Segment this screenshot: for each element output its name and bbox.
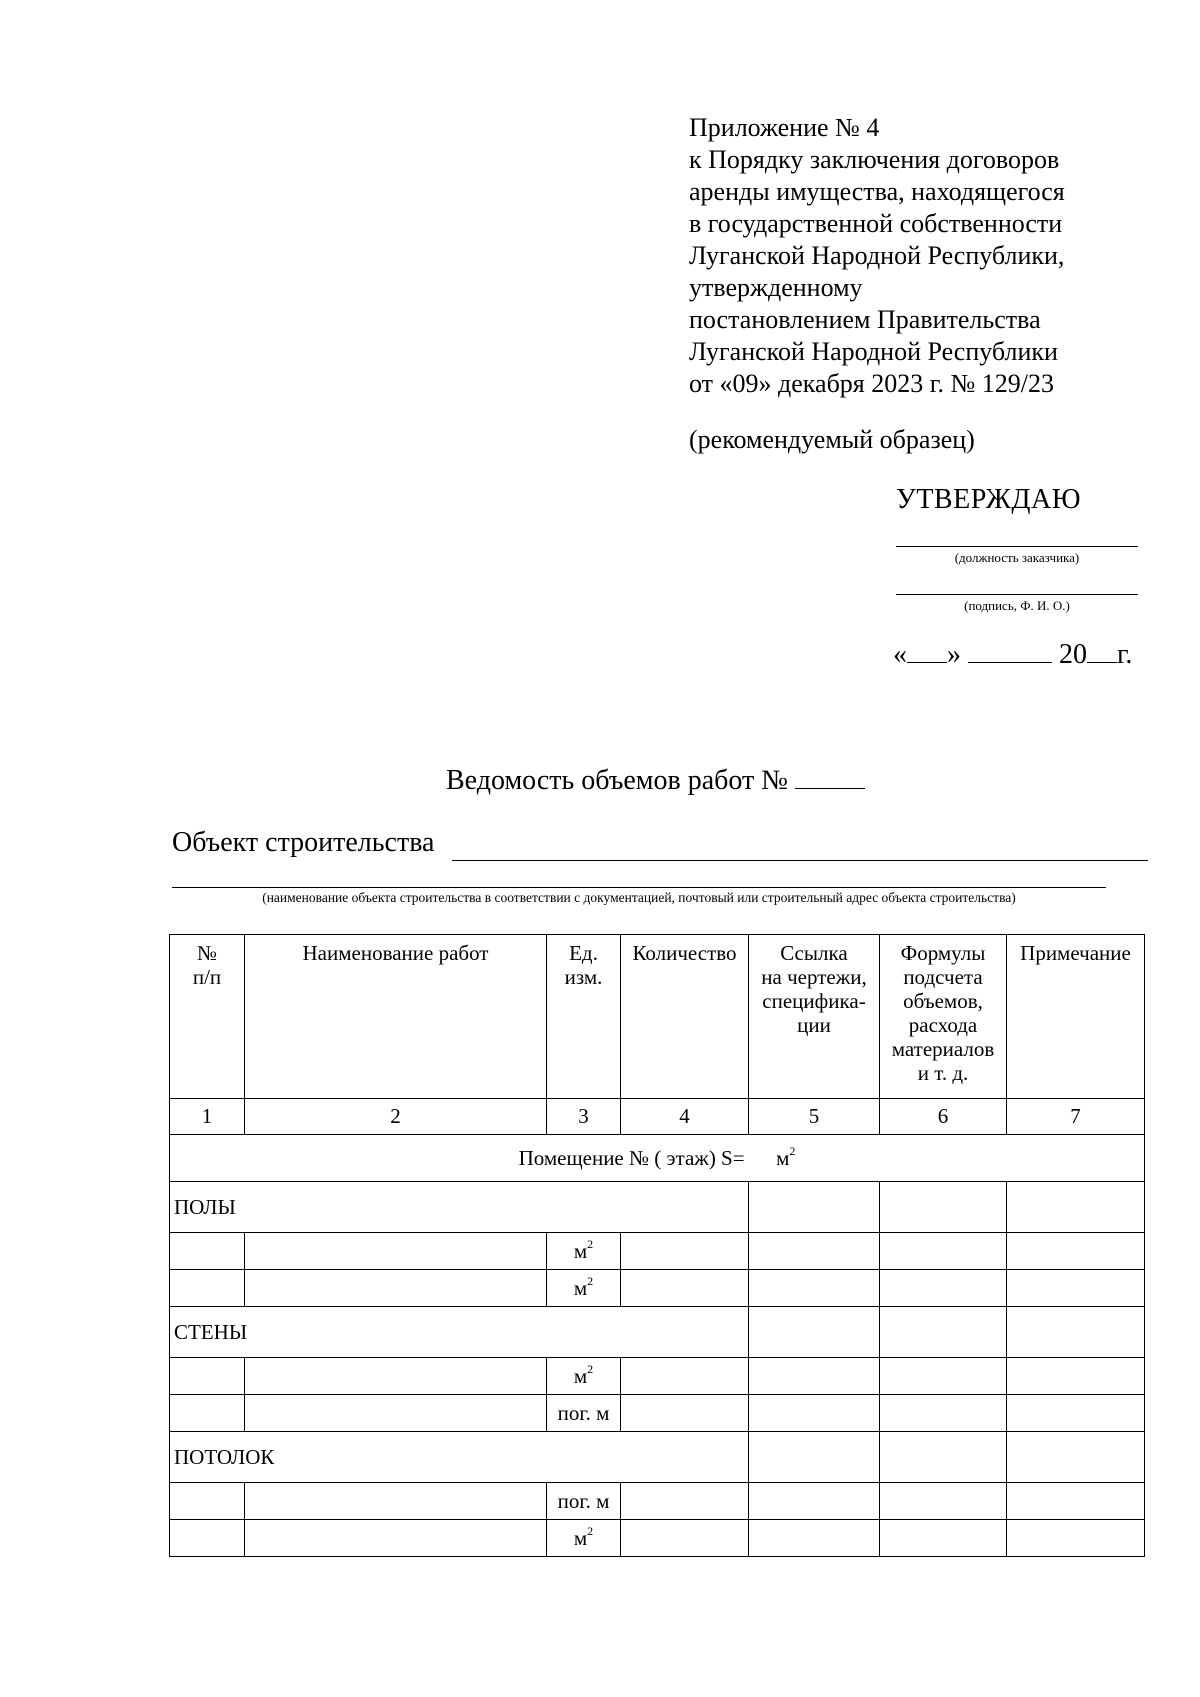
appendix-line: аренды имущества, находящегося [689,177,1065,206]
column-number: 2 [245,1099,547,1135]
table-cell[interactable] [1007,1432,1145,1483]
table-cell[interactable] [1007,1483,1145,1520]
date-quote-close: » [947,639,961,670]
table-cell[interactable] [880,1270,1007,1307]
table-cell[interactable] [749,1182,880,1233]
room-row [170,1135,1145,1182]
document-number-blank [795,764,865,789]
table-cell[interactable] [170,1520,245,1557]
table-cell[interactable] [245,1233,547,1270]
section-row [170,1307,1145,1358]
table-cell[interactable] [621,1270,749,1307]
table-cell[interactable] [749,1432,880,1483]
room-unit: м [776,1145,790,1170]
unit-cell: $м^2$ [547,1270,621,1307]
table-cell[interactable] [245,1358,547,1395]
table-cell[interactable] [621,1395,749,1432]
appendix-line: к Порядку заключения договоров [689,145,1060,174]
header-cell: № п/п [170,935,245,1099]
table-cell[interactable] [245,1395,547,1432]
approval-title: УТВЕРЖДАЮ [896,484,1081,515]
table-row [170,1233,1145,1270]
appendix-line: от «09» декабря 2023 г. № 129/23 [689,369,1055,398]
table-cell[interactable] [245,1270,547,1307]
table-cell[interactable] [621,1483,749,1520]
day-blank [907,638,947,663]
table-cell[interactable] [749,1395,880,1432]
table-cell[interactable] [1007,1395,1145,1432]
table-cell[interactable] [880,1483,1007,1520]
year-blank [1087,638,1117,663]
room-cell [170,1135,1145,1182]
header-cell: Количество [621,935,749,1099]
column-number: 3 [547,1099,621,1135]
column-number-row [170,1099,1145,1135]
object-name-line [452,860,1148,861]
year-prefix: 20 [1059,639,1087,670]
table-cell[interactable] [1007,1233,1145,1270]
table-cell[interactable] [749,1307,880,1358]
table-cell[interactable] [245,1483,547,1520]
unit-cell: пог. м [547,1395,621,1432]
header-cell: Ссылка на чертежи, специфика- ции [749,935,880,1099]
column-number: 4 [621,1099,749,1135]
year-suffix: г. [1117,639,1133,670]
header-cell: Формулы подсчета объемов, расхода материалов и т. д. [880,935,1007,1099]
section-row [170,1432,1145,1483]
table-cell[interactable] [170,1358,245,1395]
unit-cell: $м^2$ [547,1520,621,1557]
table-cell[interactable] [1007,1307,1145,1358]
appendix-line: в государственной собственности [689,209,1063,238]
table-cell[interactable] [749,1483,880,1520]
column-number: 6 [880,1099,1007,1135]
table-cell[interactable] [749,1358,880,1395]
appendix-block [689,112,1169,400]
month-blank [968,638,1052,663]
document-title [446,764,865,797]
table-cell[interactable] [880,1233,1007,1270]
header-cell: Ед. изм. [547,935,621,1099]
appendix-line: Приложение № 4 [689,113,880,142]
table-cell[interactable] [880,1395,1007,1432]
column-number: 5 [749,1099,880,1135]
column-number: 7 [1007,1099,1145,1135]
appendix-line: постановлением Правительства [689,305,1041,334]
signature-line [896,594,1138,595]
table-row [170,1483,1145,1520]
table-cell[interactable] [880,1358,1007,1395]
room-label: Помещение № ( этаж) S= [518,1145,745,1170]
table-cell[interactable] [170,1233,245,1270]
section-name: ПОЛЫ [170,1182,749,1233]
table-cell[interactable] [1007,1358,1145,1395]
section-name: СТЕНЫ [170,1307,749,1358]
table-cell[interactable] [1007,1270,1145,1307]
header-cell: Примечание [1007,935,1145,1099]
table-cell[interactable] [880,1432,1007,1483]
unit-cell: $м^2$ [547,1358,621,1395]
table-row [170,1520,1145,1557]
table-row [170,1358,1145,1395]
room-unit-sup: 2 [789,1143,796,1158]
unit-cell: $м^2$ [547,1233,621,1270]
works-table [169,934,1145,1557]
table-cell[interactable] [880,1182,1007,1233]
table-cell[interactable] [880,1307,1007,1358]
signature-caption: (подпись, Ф. И. О.) [964,598,1070,613]
appendix-line: утвержденному [689,273,863,302]
table-cell[interactable] [170,1395,245,1432]
object-label: Объект строительства [172,827,435,858]
object-caption: (наименование объекта строительства в соответствии с документацией, почтовый или строительный адрес объекта строительства) [262,890,1016,905]
table-cell[interactable] [1007,1182,1145,1233]
recommended-sample-note: (рекомендуемый образец) [689,425,975,454]
section-row [170,1182,1145,1233]
appendix-line: Луганской Народной Республики, [689,241,1065,270]
table-cell[interactable] [749,1520,880,1557]
approval-date [893,638,1132,671]
table-cell[interactable] [621,1358,749,1395]
table-cell[interactable] [245,1520,547,1557]
object-address-line [172,887,1106,888]
table-row [170,1395,1145,1432]
table-cell[interactable] [621,1520,749,1557]
table-cell[interactable] [880,1520,1007,1557]
table-cell[interactable] [621,1233,749,1270]
position-line [896,546,1138,547]
table-row [170,1270,1145,1307]
table-cell[interactable] [749,1270,880,1307]
table-cell[interactable] [170,1483,245,1520]
unit-cell: пог. м [547,1483,621,1520]
header-cell: Наименование работ [245,935,547,1099]
position-caption: (должность заказчика) [954,550,1080,565]
date-quote-open: « [893,639,907,670]
appendix-line: Луганской Народной Республики [689,337,1058,366]
table-header-row [170,935,1145,1099]
section-name: ПОТОЛОК [170,1432,749,1483]
column-number: 1 [170,1099,245,1135]
table-cell[interactable] [170,1270,245,1307]
table-cell[interactable] [749,1233,880,1270]
document-title-text: Ведомость объемов работ № [446,765,788,796]
table-cell[interactable] [1007,1520,1145,1557]
